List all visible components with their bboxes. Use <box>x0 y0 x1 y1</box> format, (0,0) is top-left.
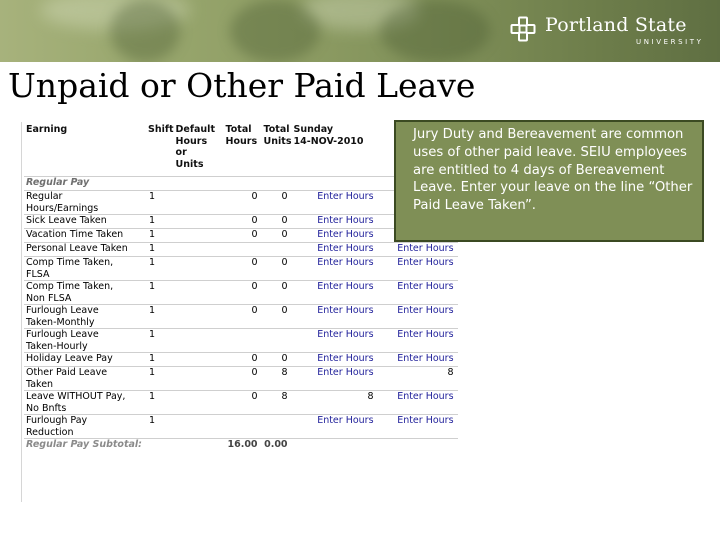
monday-cell[interactable]: Enter Hours <box>378 353 458 367</box>
sunday-cell[interactable]: Enter Hours <box>292 367 378 391</box>
sunday-cell[interactable]: Enter Hours <box>292 281 378 305</box>
total-hours-cell <box>224 243 262 257</box>
banner-foliage <box>230 0 320 62</box>
table-row <box>24 215 458 229</box>
university-subtitle: UNIVERSITY <box>636 38 704 46</box>
col-header-default: Default Hours or Units <box>175 124 215 170</box>
total-units-cell: 0 <box>262 257 292 281</box>
total-units-cell <box>262 415 292 439</box>
shift-cell: 1 <box>146 215 174 229</box>
default-cell <box>174 329 224 353</box>
table-row <box>24 329 458 353</box>
sunday-cell[interactable]: Enter Hours <box>292 353 378 367</box>
sunday-cell[interactable]: Enter Hours <box>292 215 378 229</box>
shift-cell: 1 <box>146 367 174 391</box>
earning-cell: Holiday Leave Pay <box>24 353 146 367</box>
shift-cell: 1 <box>146 243 174 257</box>
table-row <box>24 353 458 367</box>
monday-cell[interactable]: Enter Hours <box>378 329 458 353</box>
col-header-total-hours: Total Hours <box>225 124 258 147</box>
default-cell <box>174 257 224 281</box>
earning-cell: Furlough Leave Taken-Monthly <box>24 305 146 329</box>
table-row <box>24 305 458 329</box>
section-label: Regular Pay <box>24 177 458 191</box>
shift-cell: 1 <box>146 191 174 215</box>
monday-cell[interactable]: Enter Hours <box>378 243 458 257</box>
table-row <box>24 281 458 305</box>
subtotal-units: 0.00 <box>262 439 292 454</box>
subtotal-sunday-cell <box>292 439 378 454</box>
table-row <box>24 257 458 281</box>
university-name: Portland State <box>545 14 687 36</box>
earning-cell: Leave WITHOUT Pay, No Bnfts <box>24 391 146 415</box>
timesheet-table <box>24 124 458 453</box>
default-cell <box>174 243 224 257</box>
total-units-cell: 0 <box>262 353 292 367</box>
total-hours-cell: 0 <box>224 353 262 367</box>
earning-cell: Comp Time Taken, FLSA <box>24 257 146 281</box>
total-units-cell: 0 <box>262 281 292 305</box>
subtotal-label: Regular Pay Subtotal: <box>24 439 224 454</box>
total-units-cell: 0 <box>262 305 292 329</box>
banner-foliage <box>380 0 490 62</box>
total-units-cell: 8 <box>262 391 292 415</box>
monday-cell[interactable]: Enter Hours <box>378 257 458 281</box>
table-row <box>24 243 458 257</box>
monday-cell[interactable]: Enter Hours <box>378 281 458 305</box>
total-hours-cell: 0 <box>224 215 262 229</box>
total-units-cell: 0 <box>262 191 292 215</box>
table-row <box>24 229 458 243</box>
earning-cell: Regular Hours/Earnings <box>24 191 146 215</box>
psu-logo-icon <box>510 16 536 42</box>
sunday-cell[interactable]: Enter Hours <box>292 415 378 439</box>
total-units-cell: 0 <box>262 229 292 243</box>
slide-title: Unpaid or Other Paid Leave <box>8 66 476 105</box>
earning-cell: Furlough Leave Taken-Hourly <box>24 329 146 353</box>
default-cell <box>174 415 224 439</box>
total-units-cell: 8 <box>262 367 292 391</box>
subtotal-hours: 16.00 <box>224 439 262 454</box>
table-row <box>24 191 458 215</box>
table-header-row <box>24 124 458 177</box>
default-cell <box>174 367 224 391</box>
shift-cell: 1 <box>146 229 174 243</box>
col-header-shift: Shift <box>148 124 174 135</box>
monday-cell[interactable]: Enter Hours <box>378 391 458 415</box>
earning-cell: Furlough Pay Reduction <box>24 415 146 439</box>
total-hours-cell <box>224 415 262 439</box>
subtotal-monday-cell <box>378 439 458 454</box>
total-hours-cell: 0 <box>224 191 262 215</box>
col-header-total-units: Total Units <box>263 124 292 147</box>
default-cell <box>174 305 224 329</box>
sunday-cell: 8 <box>292 391 378 415</box>
earning-cell: Other Paid Leave Taken <box>24 367 146 391</box>
table-row <box>24 367 458 391</box>
shift-cell: 1 <box>146 391 174 415</box>
col-header-sunday: Sunday 14-NOV-2010 <box>293 124 364 147</box>
default-cell <box>174 215 224 229</box>
sunday-cell[interactable]: Enter Hours <box>292 243 378 257</box>
sunday-cell[interactable]: Enter Hours <box>292 229 378 243</box>
monday-cell[interactable]: Enter Hours <box>378 415 458 439</box>
total-units-cell <box>262 243 292 257</box>
header-banner <box>0 0 720 62</box>
earning-cell: Sick Leave Taken <box>24 215 146 229</box>
sunday-cell[interactable]: Enter Hours <box>292 305 378 329</box>
col-header-earning: Earning <box>26 124 68 135</box>
monday-cell: 8 <box>378 367 458 391</box>
section-row <box>24 177 458 191</box>
total-hours-cell: 0 <box>224 391 262 415</box>
total-hours-cell: 0 <box>224 229 262 243</box>
table-row <box>24 391 458 415</box>
total-hours-cell: 0 <box>224 367 262 391</box>
earning-cell: Personal Leave Taken <box>24 243 146 257</box>
default-cell <box>174 353 224 367</box>
default-cell <box>174 281 224 305</box>
sunday-cell[interactable]: Enter Hours <box>292 191 378 215</box>
table-row <box>24 415 458 439</box>
total-hours-cell: 0 <box>224 305 262 329</box>
divider <box>21 122 22 502</box>
total-units-cell: 0 <box>262 215 292 229</box>
earning-cell: Comp Time Taken, Non FLSA <box>24 281 146 305</box>
shift-cell: 1 <box>146 353 174 367</box>
sunday-cell[interactable]: Enter Hours <box>292 257 378 281</box>
default-cell <box>174 391 224 415</box>
shift-cell: 1 <box>146 415 174 439</box>
total-hours-cell: 0 <box>224 257 262 281</box>
monday-cell[interactable]: Enter Hours <box>378 305 458 329</box>
callout-text: Jury Duty and Bereavement are common uses of other paid leave. SEIU employees are entitled to 4 days of Bereavement Leave. Enter your leave on the line “Other Paid Leave Taken”. <box>413 127 693 214</box>
callout-box <box>394 120 704 242</box>
shift-cell: 1 <box>146 257 174 281</box>
sunday-cell[interactable]: Enter Hours <box>292 329 378 353</box>
total-hours-cell <box>224 329 262 353</box>
total-hours-cell: 0 <box>224 281 262 305</box>
banner-foliage <box>110 0 180 62</box>
earning-cell: Vacation Time Taken <box>24 229 146 243</box>
subtotal-row <box>24 439 458 454</box>
default-cell <box>174 229 224 243</box>
shift-cell: 1 <box>146 305 174 329</box>
default-cell <box>174 191 224 215</box>
shift-cell: 1 <box>146 281 174 305</box>
total-units-cell <box>262 329 292 353</box>
shift-cell: 1 <box>146 329 174 353</box>
